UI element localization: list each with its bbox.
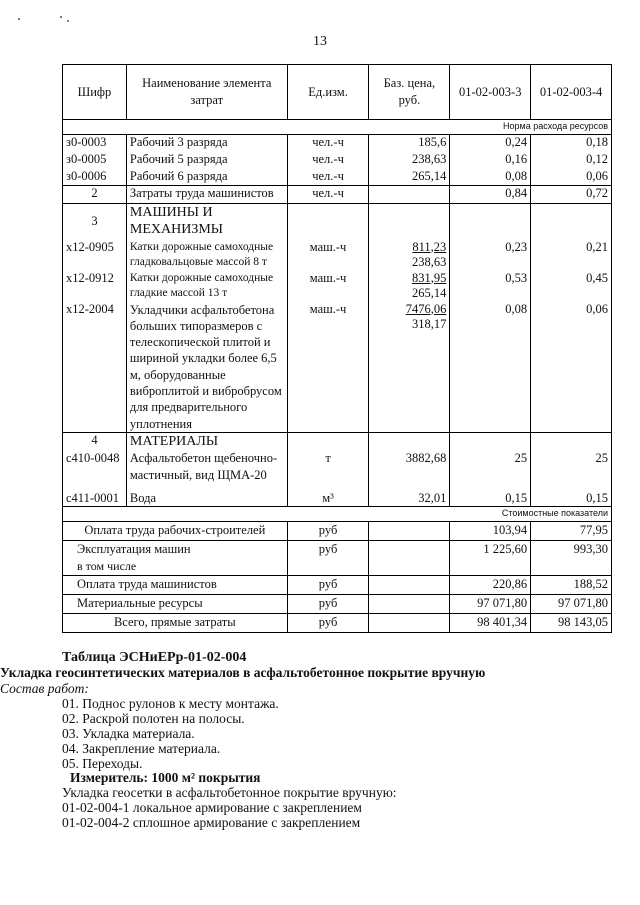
including-label: в том числе <box>77 558 137 573</box>
summary-label: Всего, прямые затраты <box>63 613 288 632</box>
row-value-b: 0,72 <box>531 186 612 204</box>
table-row <box>63 240 612 271</box>
section-name: МАТЕРИАЛЫ <box>126 432 287 450</box>
row-name: Катки дорожные самоходные гладкие массой 13 т <box>126 271 287 302</box>
row-value-a: 25 <box>450 450 531 484</box>
row-value-a: 0,84 <box>450 186 531 204</box>
row-price <box>369 271 450 302</box>
table-row <box>63 135 612 152</box>
empty-cell <box>369 613 450 632</box>
empty-cell <box>369 521 450 540</box>
row-value-a: 0,08 <box>450 302 531 433</box>
row-unit: т <box>287 450 369 484</box>
price-operator: 265,14 <box>411 286 447 300</box>
summary-value-a: 103,94 <box>450 521 531 540</box>
row-value-b: 0,12 <box>531 152 612 169</box>
summary-unit: руб <box>287 540 369 575</box>
section-number: 2 <box>63 186 127 204</box>
cost-label-row <box>63 506 612 521</box>
col-unit-header: Ед.изм. <box>287 65 369 120</box>
row-unit: маш.-ч <box>287 271 369 302</box>
work-item: 02. Раскрой полотен на полосы. <box>62 711 245 726</box>
row-code: с411-0001 <box>63 484 127 506</box>
col-code-header: Шифр <box>63 65 127 120</box>
row-price: 32,01 <box>369 484 450 506</box>
row-unit: чел.-ч <box>287 186 369 204</box>
row-code: з0-0005 <box>63 152 127 169</box>
row-unit: маш.-ч <box>287 302 369 433</box>
works-heading: Состав работ: <box>0 681 89 696</box>
empty-cell <box>369 540 450 575</box>
empty-cell <box>531 204 612 240</box>
row-price <box>369 302 450 433</box>
summary-value-a: 97 071,80 <box>450 594 531 613</box>
summary-value-a: 220,86 <box>450 575 531 594</box>
summary-value-b: 98 143,05 <box>531 613 612 632</box>
scan-speck <box>18 18 20 20</box>
summary-row <box>63 613 612 632</box>
empty-cell <box>369 432 450 450</box>
summary-unit: руб <box>287 613 369 632</box>
table-subtitle: Укладка геосинтетических материалов в асфальтобетонное покрытие вручную <box>0 665 486 680</box>
row-value-a: 0,16 <box>450 152 531 169</box>
page-number: 13 <box>313 34 327 49</box>
row-name: Рабочий 3 разряда <box>126 135 287 152</box>
row-code: с410-0048 <box>63 450 127 484</box>
table-header <box>63 65 612 120</box>
table-row <box>63 450 612 484</box>
row-value-b: 0,45 <box>531 271 612 302</box>
row-name: Вода <box>126 484 287 506</box>
section-number: 3 <box>63 204 127 240</box>
summary-row <box>63 521 612 540</box>
row-unit: чел.-ч <box>287 135 369 152</box>
row-name: Рабочий 5 разряда <box>126 152 287 169</box>
summary-row <box>63 540 612 575</box>
section-number: 4 <box>63 432 127 450</box>
summary-value-b: 77,95 <box>531 521 612 540</box>
norm-label: Норма расхода ресурсов <box>63 120 612 135</box>
row-value-a: 0,08 <box>450 169 531 186</box>
norm-label-row <box>63 120 612 135</box>
price-main: 811,23 <box>412 239 447 254</box>
empty-cell <box>369 594 450 613</box>
price-operator: 238,63 <box>411 255 447 269</box>
row-value-b: 0,06 <box>531 169 612 186</box>
variant-item: 01-02-004-1 локальное армирование с закреплением <box>62 800 362 815</box>
table-row <box>63 271 612 302</box>
row-unit: чел.-ч <box>287 169 369 186</box>
price-main: 7476,06 <box>405 301 447 316</box>
empty-cell <box>450 432 531 450</box>
summary-label: Оплата труда машинистов <box>63 575 288 594</box>
row-value-b: 0,18 <box>531 135 612 152</box>
empty-cell <box>369 575 450 594</box>
table-row <box>63 169 612 186</box>
work-item: 05. Переходы. <box>62 756 143 771</box>
summary-label <box>63 540 288 575</box>
row-name: Катки дорожные самоходные гладковальцовые массой 8 т <box>126 240 287 271</box>
cost-label: Стоимостные показатели <box>63 506 612 521</box>
empty-cell <box>450 204 531 240</box>
section-4-row <box>63 432 612 450</box>
summary-unit: руб <box>287 594 369 613</box>
summary-value-b: 993,30 <box>531 540 612 575</box>
row-unit: чел.-ч <box>287 152 369 169</box>
col-name-header: Наименование элемента затрат <box>126 65 287 120</box>
row-code: х12-2004 <box>63 302 127 433</box>
row-price: 238,63 <box>369 152 450 169</box>
work-item: 04. Закрепление материала. <box>62 741 221 756</box>
row-value-a: 0,23 <box>450 240 531 271</box>
row-value-a: 0,15 <box>450 484 531 506</box>
empty-cell <box>531 432 612 450</box>
summary-label: Материальные ресурсы <box>63 594 288 613</box>
row-value-b: 25 <box>531 450 612 484</box>
row-price <box>369 186 450 204</box>
empty-cell <box>369 204 450 240</box>
meter: Измеритель: 1000 м² покрытия <box>70 770 261 785</box>
price-main: 831,95 <box>411 270 447 285</box>
table-row <box>63 152 612 169</box>
row-price: 3882,68 <box>369 450 450 484</box>
row-price: 185,6 <box>369 135 450 152</box>
variant-item: 01-02-004-2 сплошное армирование с закреплением <box>62 815 361 830</box>
row-value-b: 0,06 <box>531 302 612 433</box>
table-title: Таблица ЭСНиЕРр-01-02-004 <box>62 650 247 665</box>
section-2-row <box>63 186 612 204</box>
row-name: Рабочий 6 разряда <box>126 169 287 186</box>
price-operator: 318,17 <box>411 317 447 331</box>
summary-value-b: 188,52 <box>531 575 612 594</box>
row-name: Асфальтобетон щебеночно-мастичный, вид ЩМА-20 <box>126 450 287 484</box>
row-unit: маш.-ч <box>287 240 369 271</box>
table-row <box>63 484 612 506</box>
row-code: з0-0006 <box>63 169 127 186</box>
summary-label: Оплата труда рабочих-строителей <box>63 521 288 540</box>
row-value-b: 0,15 <box>531 484 612 506</box>
summary-machines-label: Эксплуатация машин <box>77 541 191 556</box>
row-name: Укладчики асфальтобетона больших типоразмеров с телескопической плитой и шириной укладки более 6,5 м, оборудованные виброплитой и вибробрусом для предварительного уплотнения <box>126 302 287 433</box>
row-unit: м³ <box>287 484 369 506</box>
resource-table <box>62 64 612 633</box>
row-price: 265,14 <box>369 169 450 186</box>
summary-value-a: 1 225,60 <box>450 540 531 575</box>
row-value-a: 0,24 <box>450 135 531 152</box>
empty-cell <box>287 204 369 240</box>
summary-row <box>63 575 612 594</box>
row-code: х12-0912 <box>63 271 127 302</box>
summary-row <box>63 594 612 613</box>
work-item: 01. Поднос рулонов к месту монтажа. <box>62 696 279 711</box>
row-code: х12-0905 <box>63 240 127 271</box>
row-code: з0-0003 <box>63 135 127 152</box>
col-price-header: Баз. цена, руб. <box>369 65 450 120</box>
empty-cell <box>287 432 369 450</box>
row-price <box>369 240 450 271</box>
summary-value-a: 98 401,34 <box>450 613 531 632</box>
table-row <box>63 302 612 433</box>
col-a-header: 01-02-003-3 <box>450 65 531 120</box>
work-item: 03. Укладка материала. <box>62 726 195 741</box>
description: Укладка геосетки в асфальтобетонное покрытие вручную: <box>62 785 397 800</box>
summary-unit: руб <box>287 575 369 594</box>
row-value-b: 0,21 <box>531 240 612 271</box>
summary-unit: руб <box>287 521 369 540</box>
summary-value-b: 97 071,80 <box>531 594 612 613</box>
section-name: МАШИНЫ И МЕХАНИЗМЫ <box>126 204 287 240</box>
section-3-row <box>63 204 612 240</box>
scan-speck <box>60 16 62 18</box>
section-name: Затраты труда машинистов <box>126 186 287 204</box>
col-b-header: 01-02-003-4 <box>531 65 612 120</box>
scan-speck <box>67 20 69 22</box>
row-value-a: 0,53 <box>450 271 531 302</box>
